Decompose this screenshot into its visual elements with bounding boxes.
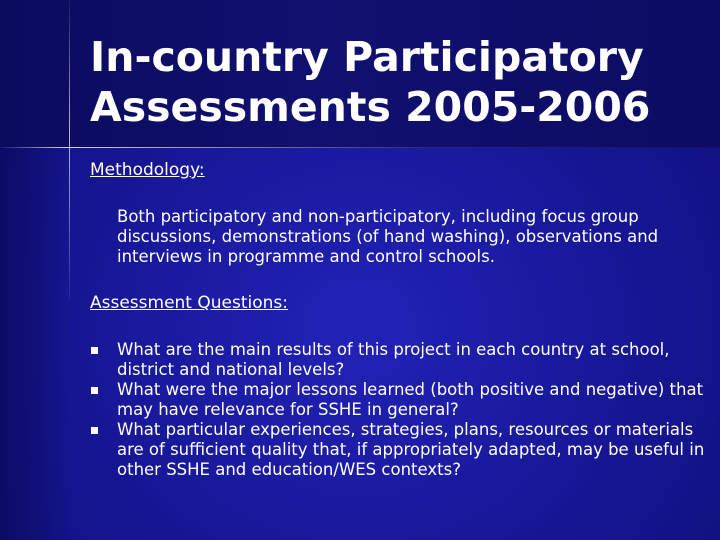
questions-heading: Assessment Questions: xyxy=(90,293,288,313)
square-bullet-icon xyxy=(91,427,98,434)
title-line-2: Assessments 2005-2006 xyxy=(90,83,651,131)
decorative-vertical-line xyxy=(69,0,70,300)
question-text: What were the major lessons learned (both positive and negative) that may have relevance for SSHE in general? xyxy=(117,380,704,419)
title-line-1: In-country Participatory xyxy=(90,33,644,81)
square-bullet-icon xyxy=(91,387,98,394)
square-bullet-icon xyxy=(91,347,98,354)
methodology-heading: Methodology: xyxy=(90,160,205,180)
left-band xyxy=(0,148,70,540)
question-text: What are the main results of this project in each country at school, district and national levels? xyxy=(117,340,670,379)
list-item xyxy=(90,420,710,480)
list-item xyxy=(90,380,710,420)
methodology-text: Both participatory and non-participatory, including focus group discussions, demonstrations (of hand washing), observations and interviews in programme and control schools. xyxy=(117,207,659,266)
slide-title xyxy=(90,32,700,132)
question-text: What particular experiences, strategies, plans, resources or materials are of sufficient quality that, if appropriately adapted, may be useful in other SSHE and education/WES contexts? xyxy=(117,420,705,479)
decorative-horizontal-line xyxy=(0,147,720,148)
list-item xyxy=(90,340,710,380)
questions-list xyxy=(90,340,710,480)
